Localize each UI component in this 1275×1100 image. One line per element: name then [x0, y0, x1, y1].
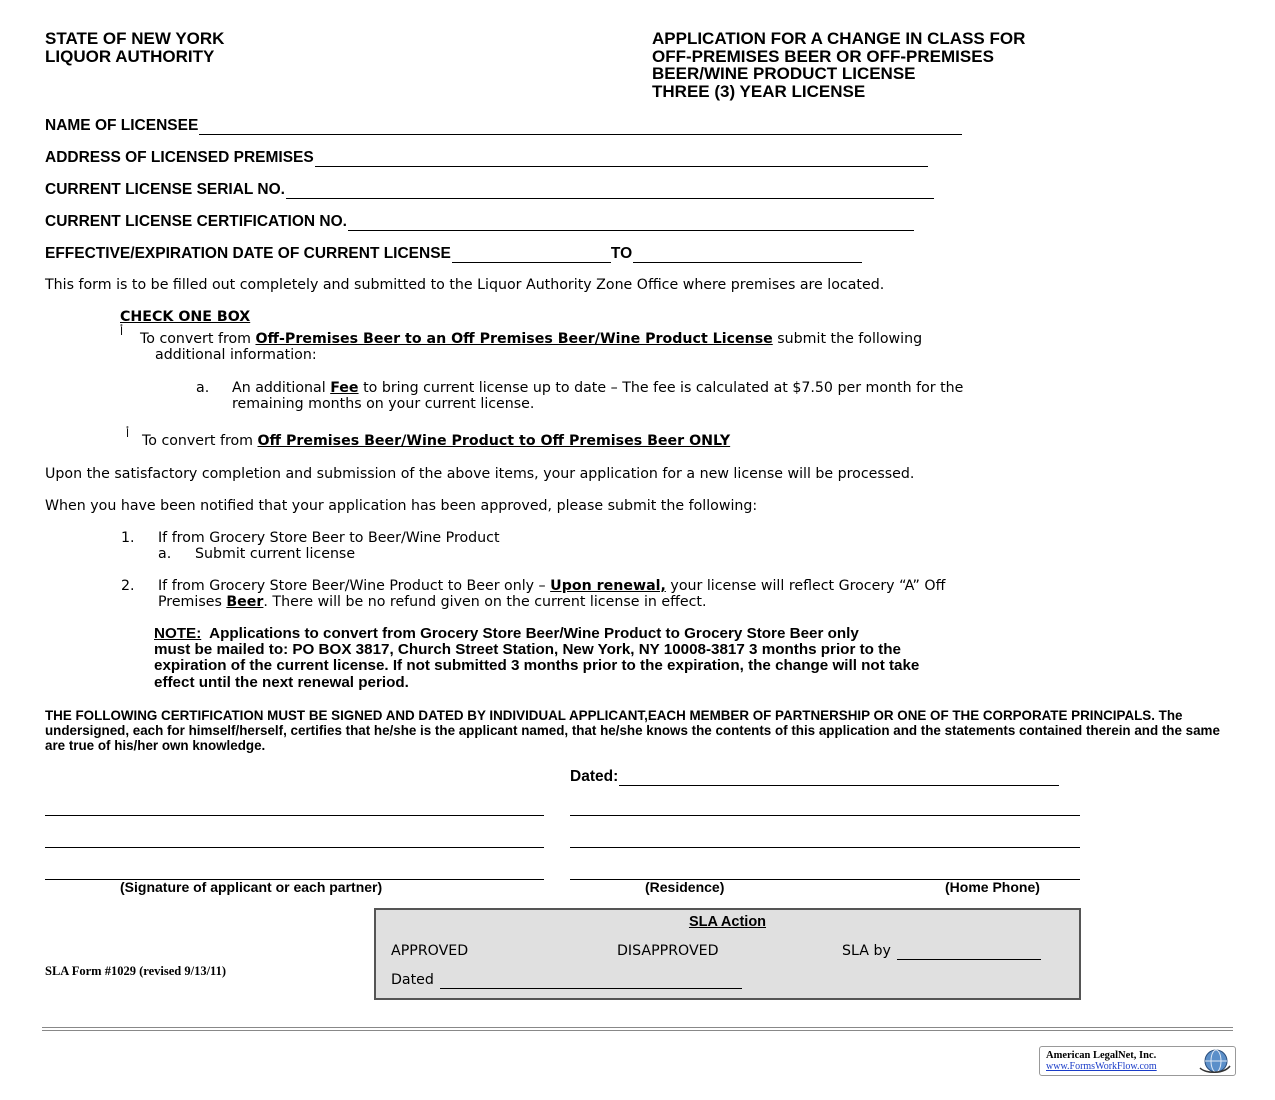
- option-1-sub-text: An additional Fee to bring current license up to date – The fee is calculated at $7.50 per month for the: [232, 380, 964, 396]
- option-1-line-2: additional information:: [155, 347, 317, 363]
- sla-dated-label: Dated: [391, 972, 434, 988]
- signature-line-1[interactable]: [45, 815, 544, 816]
- signature-line-2[interactable]: [45, 847, 544, 848]
- checkbox-option-2[interactable]: أ: [126, 427, 130, 440]
- globe-icon: [1196, 1048, 1232, 1074]
- sla-action-panel: [374, 908, 1081, 1000]
- upon-completion-text: Upon the satisfactory completion and submission of the above items, your application for a new license will be processed.: [45, 466, 915, 482]
- item-2-text: If from Grocery Store Beer/Wine Product to Beer only – Upon renewal, your license will reflect Grocery “A” Off: [158, 578, 946, 594]
- name-of-licensee-field[interactable]: [199, 121, 962, 135]
- sla-action-title: SLA Action: [688, 914, 767, 930]
- name-of-licensee-label: NAME OF LICENSEE: [45, 117, 199, 134]
- logo-url[interactable]: www.FormsWorkFlow.com: [1046, 1061, 1157, 1072]
- residence-line-1[interactable]: [570, 815, 1080, 816]
- home-phone-caption: (Home Phone): [945, 879, 1040, 895]
- form-title-line-3: BEER/WINE PRODUCT LICENSE: [652, 64, 916, 83]
- intro-text: This form is to be filled out completely and submitted to the Liquor Authority Zone Office where premises are located.: [45, 277, 885, 293]
- option-1-license-type: Off-Premises Beer to an Off Premises Beer/Wine Product License: [255, 331, 773, 347]
- approved-label: APPROVED: [391, 943, 469, 959]
- serial-no-row: [45, 181, 934, 199]
- effective-date-field[interactable]: [452, 249, 611, 263]
- option-1-sub-marker: a.: [196, 380, 210, 396]
- note-line-4: effect until the next renewal period.: [154, 673, 409, 691]
- certification-no-field[interactable]: [348, 217, 914, 231]
- certification-no-row: [45, 213, 914, 231]
- item-1-text: If from Grocery Store Beer to Beer/Wine Product: [158, 530, 500, 546]
- item-1-sub-text: Submit current license: [195, 546, 356, 562]
- signature-caption: (Signature of applicant or each partner): [120, 879, 383, 895]
- serial-no-label: CURRENT LICENSE SERIAL NO.: [45, 181, 285, 198]
- sla-dated-field[interactable]: [440, 976, 742, 989]
- sla-dated-row: [391, 972, 742, 989]
- form-title: [652, 30, 1025, 100]
- american-legalnet-logo[interactable]: [1039, 1046, 1236, 1076]
- agency-name: [45, 30, 224, 65]
- check-one-box-heading: CHECK ONE BOX: [120, 309, 251, 325]
- residence-line-2[interactable]: [570, 847, 1080, 848]
- serial-no-field[interactable]: [286, 185, 934, 199]
- effective-date-label: EFFECTIVE/EXPIRATION DATE OF CURRENT LICENSE: [45, 245, 451, 262]
- logo-company-name: American LegalNet, Inc.: [1046, 1050, 1157, 1061]
- when-notified-text: When you have been notified that your application has been approved, please submit the following:: [45, 498, 758, 514]
- note-block: NOTE: Applications to convert from Grocery Store Beer/Wine Product to Grocery Store Beer only must be mailed to: PO BOX 3817, Church Street Station, New York, NY 10008-3817 3 months prior to the expiration of the current license. If not submitted 3 months prior to the expiration, the change will not take effect until the next renewal period.: [154, 625, 920, 691]
- to-label: TO: [610, 245, 633, 262]
- form-title-line-2: OFF-PREMISES BEER OR OFF-PREMISES: [652, 46, 994, 66]
- sla-by-field[interactable]: [897, 947, 1041, 960]
- address-row: [45, 149, 928, 167]
- footer-rule: [42, 1027, 1233, 1031]
- certification-text: THE FOLLOWING CERTIFICATION MUST BE SIGNED AND DATED BY INDIVIDUAL APPLICANT,EACH MEMBER OF PARTNERSHIP OR ONE OF THE CORPORATE PRINCIPALS. The undersigned, each for himself/herself, certifies that he/she is the applicant named, that he/she knows the contents of this application and the statements contained therein and the same are true of his/her own knowledge.: [45, 708, 1220, 754]
- certification-no-label: CURRENT LICENSE CERTIFICATION NO.: [45, 213, 347, 230]
- beer-label: Beer: [226, 594, 264, 610]
- item-2-line-2: Premises Beer. There will be no refund given on the current license in effect.: [158, 594, 707, 610]
- form-id: SLA Form #1029 (revised 9/13/11): [45, 964, 227, 978]
- note-line-3: expiration of the current license. If not submitted 3 months prior to the expiration, the change will not take: [154, 657, 920, 675]
- expiration-date-field[interactable]: [633, 249, 862, 263]
- form-title-line-4: THREE (3) YEAR LICENSE: [652, 81, 866, 101]
- dated-label: Dated:: [570, 768, 619, 785]
- dated-field[interactable]: [619, 772, 1059, 786]
- option-2-text: To convert from Off Premises Beer/Wine Product to Off Premises Beer ONLY: [142, 433, 731, 449]
- upon-renewal-label: Upon renewal,: [550, 578, 666, 594]
- sla-by-row: [842, 943, 1041, 960]
- agency-line-2: LIQUOR AUTHORITY: [45, 46, 215, 66]
- option-1-text: To convert from Off-Premises Beer to an Off Premises Beer/Wine Product License submit the following: [140, 331, 923, 347]
- note-label: NOTE:: [154, 625, 202, 642]
- option-1-sub-line-2: remaining months on your current license.: [232, 396, 535, 412]
- form-title-line-1: APPLICATION FOR A CHANGE IN CLASS FOR: [652, 29, 1026, 48]
- fee-label: Fee: [330, 380, 359, 396]
- note-line-2: must be mailed to: PO BOX 3817, Church Street Station, New York, NY 10008-3817 3 months prior to the: [154, 641, 901, 659]
- item-2-number: 2.: [121, 578, 135, 594]
- sla-by-label: SLA by: [842, 943, 891, 959]
- item-1-number: 1.: [121, 530, 135, 546]
- effective-date-row: [45, 245, 862, 263]
- dated-row: [570, 768, 1059, 786]
- disapproved-label: DISAPPROVED: [617, 943, 719, 959]
- checkbox-option-1[interactable]: أ: [120, 325, 124, 338]
- name-of-licensee-row: [45, 117, 962, 135]
- address-label: ADDRESS OF LICENSED PREMISES: [45, 149, 314, 166]
- item-1-sub-marker: a.: [158, 546, 172, 562]
- option-2-license-type: Off Premises Beer/Wine Product to Off Premises Beer ONLY: [257, 433, 731, 449]
- address-field[interactable]: [315, 153, 928, 167]
- agency-line-1: STATE OF NEW YORK: [45, 29, 225, 48]
- residence-caption: (Residence): [645, 879, 725, 895]
